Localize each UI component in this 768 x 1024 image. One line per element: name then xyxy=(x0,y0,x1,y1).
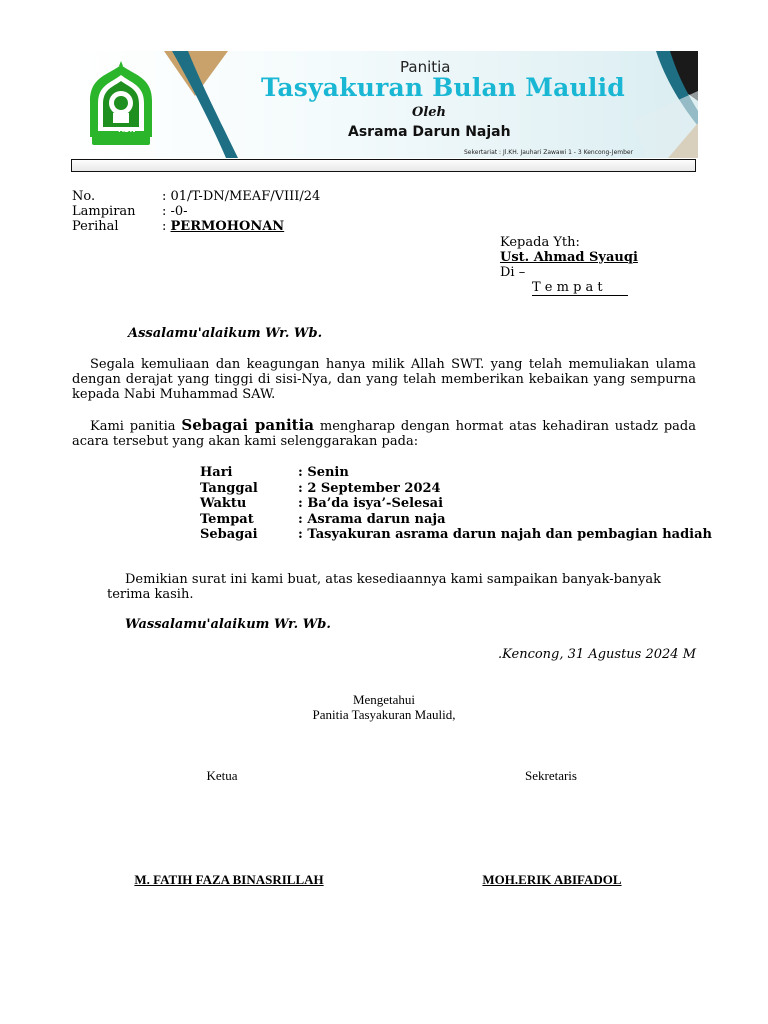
detail-label: Waktu xyxy=(200,496,247,511)
detail-label: Sebagai xyxy=(200,527,258,542)
paragraph-closing: Demikian surat ini kami buat, atas kesediaannya kami sampaikan banyak-banyak terima kasih. xyxy=(107,572,662,602)
recipient-kepada: Kepada Yth: xyxy=(500,235,580,250)
ketua-name: M. FATIH FAZA BINASRILLAH xyxy=(134,872,324,887)
meta-perihal-colon: : xyxy=(162,219,171,234)
date-place: .Kencong, 31 Agustus 2024 M xyxy=(498,647,696,662)
banner-oleh: Oleh xyxy=(412,105,446,120)
letterhead-rule xyxy=(71,159,696,172)
detail-row xyxy=(200,496,712,512)
detail-row xyxy=(200,481,712,497)
para2-prefix: Kami panitia xyxy=(90,419,182,434)
logo-label: ADN xyxy=(118,126,136,134)
recipient-tempat: T e m p a t xyxy=(532,281,628,296)
meta-no-value: : 01/T-DN/MEAF/VIII/24 xyxy=(162,189,321,204)
paragraph-opening: Segala kemuliaan dan keagungan hanya milik Allah SWT. yang telah memuliakan ulama dengan derajat yang tinggi di sisi-Nya, dan yang telah memberikan kebaikan yang sempurna kepada Nabi Muhammad SAW. xyxy=(72,357,696,402)
paragraph-invitation xyxy=(72,418,696,449)
banner-sekretariat: Sekertariat : Jl.KH. Jauhari Zawawi 1 - 3 Kencong-Jember xyxy=(464,149,634,156)
mengetahui: Mengetahui xyxy=(352,692,416,707)
detail-value: : Senin xyxy=(298,465,349,480)
detail-label: Tempat xyxy=(200,511,254,527)
para2-highlight: Sebagai panitia xyxy=(181,416,315,434)
ketua-label: Ketua xyxy=(206,768,238,783)
meta-no-label: No. xyxy=(72,189,96,204)
detail-value: : Ba’da isya’-Selesai xyxy=(298,496,444,511)
banner-panitia: Panitia xyxy=(400,58,451,76)
detail-row xyxy=(200,512,712,528)
asrama-logo-icon xyxy=(86,61,156,147)
detail-label: Tanggal xyxy=(200,480,258,496)
sekretaris-name: MOH.ERIK ABIFADOL xyxy=(482,872,622,887)
detail-value: : 2 September 2024 xyxy=(298,480,441,496)
sekretaris-label: Sekretaris xyxy=(525,768,577,783)
detail-label: Hari xyxy=(200,465,233,480)
detail-value: : Tasyakuran asrama darun najah dan pembagian hadiah xyxy=(298,527,713,542)
detail-row xyxy=(200,465,712,481)
greeting: Assalamu'alaikum Wr. Wb. xyxy=(128,326,323,341)
banner-event-title: Tasyakuran Bulan Maulid xyxy=(261,73,625,102)
meta-perihal-line xyxy=(162,219,284,234)
detail-row xyxy=(200,527,712,543)
para2-suffix: mengharap dengan hormat atas kehadiran ustadz pada acara tersebut yang akan kami selenggarakan pada: xyxy=(72,419,697,449)
recipient-name: Ust. Ahmad Syauqi xyxy=(500,250,638,265)
farewell: Wassalamu'alaikum Wr. Wb. xyxy=(125,617,331,632)
recipient-di: Di – xyxy=(500,265,526,280)
meta-lampiran-label: Lampiran xyxy=(72,204,136,219)
letterhead-banner xyxy=(72,51,698,158)
banner-decoration xyxy=(72,51,698,158)
meta-lampiran-value: : -0- xyxy=(162,204,188,219)
panitia-signatory: Panitia Tasyakuran Maulid, xyxy=(312,707,456,722)
event-details-table xyxy=(200,465,712,543)
detail-value: : Asrama darun naja xyxy=(298,511,446,527)
meta-perihal-label: Perihal xyxy=(72,219,119,234)
meta-perihal-value: PERMOHONAN xyxy=(170,219,285,234)
banner-organizer: Asrama Darun Najah xyxy=(348,124,511,140)
